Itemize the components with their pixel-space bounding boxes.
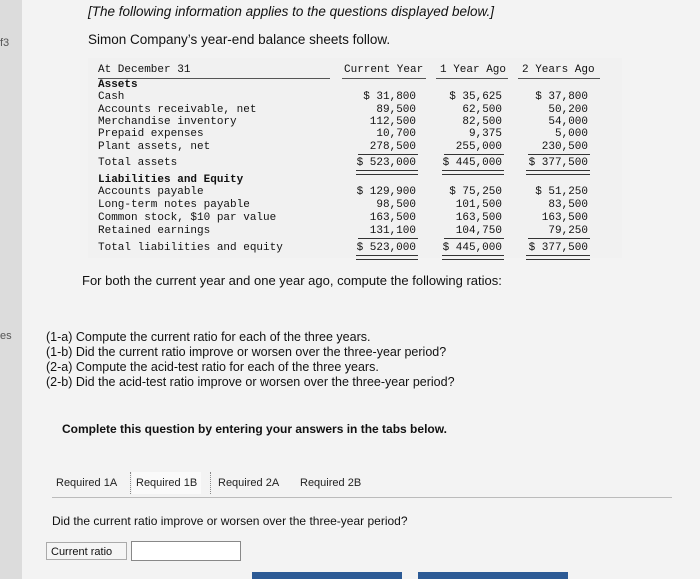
prev-button[interactable] bbox=[252, 572, 402, 579]
total-assets-2yr: $ 377,500 bbox=[528, 157, 588, 169]
assets-title: Assets bbox=[98, 79, 138, 91]
retained-current: 131,100 bbox=[369, 225, 416, 237]
plant-1yr: 255,000 bbox=[455, 141, 502, 153]
prepaid-2yr: 5,000 bbox=[554, 128, 588, 140]
intro-text: [The following information applies to the questions displayed below.] bbox=[88, 4, 494, 19]
column-header-2yr: 2 Years Ago bbox=[522, 64, 595, 76]
strip-label-top: f3 bbox=[0, 37, 10, 49]
next-button[interactable] bbox=[418, 572, 568, 579]
tab-required-2b[interactable]: Required 2B bbox=[296, 472, 365, 494]
total-liab-1yr: $ 445,000 bbox=[442, 242, 502, 254]
notes-current: 98,500 bbox=[376, 199, 416, 211]
total-assets-current: $ 523,000 bbox=[356, 157, 416, 169]
tab-required-1a[interactable]: Required 1A bbox=[52, 472, 121, 494]
complete-instruction: Complete this question by entering your answers in the tabs below. bbox=[62, 422, 447, 436]
liabilities-title: Liabilities and Equity bbox=[98, 174, 244, 186]
row-label-ar: Accounts receivable, net bbox=[98, 104, 257, 116]
row-label-cash: Cash bbox=[98, 91, 125, 103]
ar-current: 89,500 bbox=[376, 104, 416, 116]
row-label-prepaid: Prepaid expenses bbox=[98, 128, 204, 140]
row-label-ap: Accounts payable bbox=[98, 186, 204, 198]
cash-2yr: $ 37,800 bbox=[535, 91, 588, 103]
common-stock-1yr: 163,500 bbox=[455, 212, 502, 224]
ap-2yr: $ 51,250 bbox=[535, 186, 588, 198]
row-label-total-liab: Total liabilities and equity bbox=[98, 242, 283, 254]
instruction-text: For both the current year and one year ago, compute the following ratios: bbox=[82, 273, 502, 288]
retained-1yr: 104,750 bbox=[455, 225, 502, 237]
sheet-header-label: At December 31 bbox=[98, 64, 191, 76]
strip-label-mid: es bbox=[0, 330, 12, 342]
question-panel bbox=[22, 0, 700, 579]
subtitle-text: Simon Company’s year-end balance sheets follow. bbox=[88, 32, 391, 47]
plant-current: 278,500 bbox=[369, 141, 416, 153]
column-header-1yr: 1 Year Ago bbox=[440, 64, 507, 76]
left-sidebar-strip bbox=[0, 0, 23, 579]
total-liab-current: $ 523,000 bbox=[356, 242, 416, 254]
tabs-divider bbox=[52, 497, 672, 498]
tab-required-2a[interactable]: Required 2A bbox=[214, 472, 283, 494]
question-2b: (2-b) Did the acid-test ratio improve or worsen over the three-year period? bbox=[46, 375, 455, 389]
total-assets-1yr: $ 445,000 bbox=[442, 157, 502, 169]
prepaid-current: 10,700 bbox=[376, 128, 416, 140]
row-label-common-stock: Common stock, $10 par value bbox=[98, 212, 277, 224]
common-stock-2yr: 163,500 bbox=[541, 212, 588, 224]
current-question-text: Did the current ratio improve or worsen over the three-year period? bbox=[52, 514, 408, 528]
notes-1yr: 101,500 bbox=[455, 199, 502, 211]
row-label-inventory: Merchandise inventory bbox=[98, 116, 237, 128]
inventory-1yr: 82,500 bbox=[462, 116, 502, 128]
retained-2yr: 79,250 bbox=[548, 225, 588, 237]
row-label-total-assets: Total assets bbox=[98, 157, 178, 169]
balance-sheet bbox=[88, 58, 622, 258]
tab-required-1b[interactable]: Required 1B bbox=[132, 472, 201, 494]
total-liab-2yr: $ 377,500 bbox=[528, 242, 588, 254]
plant-2yr: 230,500 bbox=[541, 141, 588, 153]
question-1a: (1-a) Compute the current ratio for each of the three years. bbox=[46, 330, 371, 344]
row-label-plant: Plant assets, net bbox=[98, 141, 211, 153]
question-2a: (2-a) Compute the acid-test ratio for each of the three years. bbox=[46, 360, 379, 374]
current-ratio-label: Current ratio bbox=[46, 542, 127, 560]
column-header-current: Current Year bbox=[344, 64, 424, 76]
question-1b: (1-b) Did the current ratio improve or worsen over the three-year period? bbox=[46, 345, 447, 359]
cash-current: $ 31,800 bbox=[363, 91, 416, 103]
ap-1yr: $ 75,250 bbox=[449, 186, 502, 198]
current-ratio-input[interactable] bbox=[131, 541, 241, 561]
inventory-2yr: 54,000 bbox=[548, 116, 588, 128]
cash-1yr: $ 35,625 bbox=[449, 91, 502, 103]
ap-current: $ 129,900 bbox=[356, 186, 416, 198]
ar-2yr: 50,200 bbox=[548, 104, 588, 116]
ar-1yr: 62,500 bbox=[462, 104, 502, 116]
notes-2yr: 83,500 bbox=[548, 199, 588, 211]
common-stock-current: 163,500 bbox=[369, 212, 416, 224]
inventory-current: 112,500 bbox=[369, 116, 416, 128]
prepaid-1yr: 9,375 bbox=[468, 128, 502, 140]
row-label-retained: Retained earnings bbox=[98, 225, 211, 237]
row-label-notes: Long-term notes payable bbox=[98, 199, 250, 211]
